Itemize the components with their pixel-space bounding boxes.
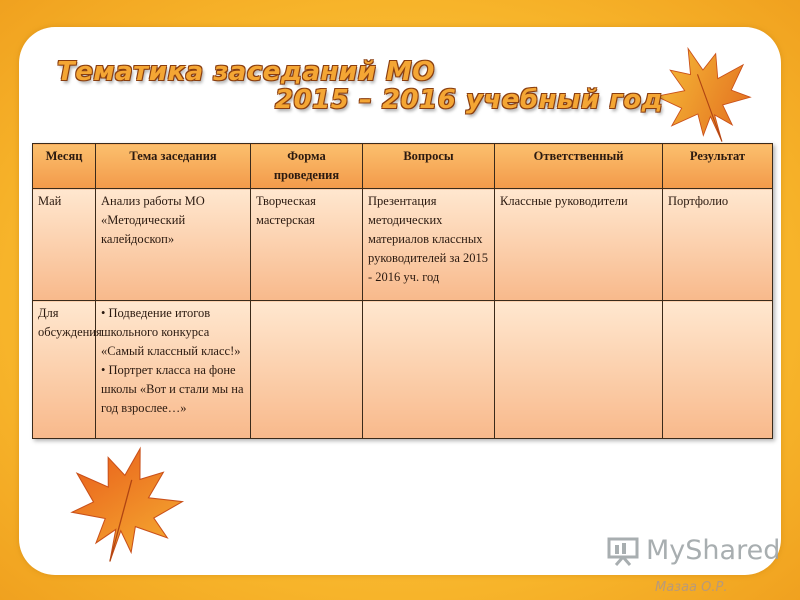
header-result: Результат (663, 144, 773, 189)
table-row (33, 189, 773, 301)
cell-responsible: Классные руководители (495, 189, 663, 301)
title-line-1: Тематика заседаний МО (57, 57, 435, 87)
watermark-text: MyShared (646, 535, 781, 566)
header-responsible: Ответственный (495, 144, 663, 189)
table-row (33, 301, 773, 439)
cell-result (663, 301, 773, 439)
table-header-row (33, 144, 773, 189)
cell-responsible (495, 301, 663, 439)
cell-month: Для обсуждения (33, 301, 96, 439)
header-questions: Вопросы (363, 144, 495, 189)
cell-questions: Презентация методических материалов классных руководителей за 2015 - 2016 уч. год (363, 189, 495, 301)
cell-result: Портфолио (663, 189, 773, 301)
cell-format: Творческая мастерская (251, 189, 363, 301)
header-format: Форма проведения (251, 144, 363, 189)
watermark-logo (606, 535, 780, 566)
cell-topic: Анализ работы МО «Методический калейдоскоп» (96, 189, 251, 301)
maple-leaf-bottom-icon (45, 440, 205, 570)
title-line-2: 2015 – 2016 учебный год (275, 85, 664, 115)
cell-topic: • Подведение итогов школьного конкурса «Самый классный класс!» • Портрет класса на фоне школы «Вот и стали мы на год взрослее…» (96, 301, 251, 439)
header-topic: Тема заседания (96, 144, 251, 189)
header-month: Месяц (33, 144, 96, 189)
cell-questions (363, 301, 495, 439)
meetings-table (32, 143, 773, 439)
signature: Мазаа О.Р. (655, 580, 728, 595)
cell-format (251, 301, 363, 439)
cell-month: Май (33, 189, 96, 301)
presentation-board-icon (606, 536, 640, 566)
